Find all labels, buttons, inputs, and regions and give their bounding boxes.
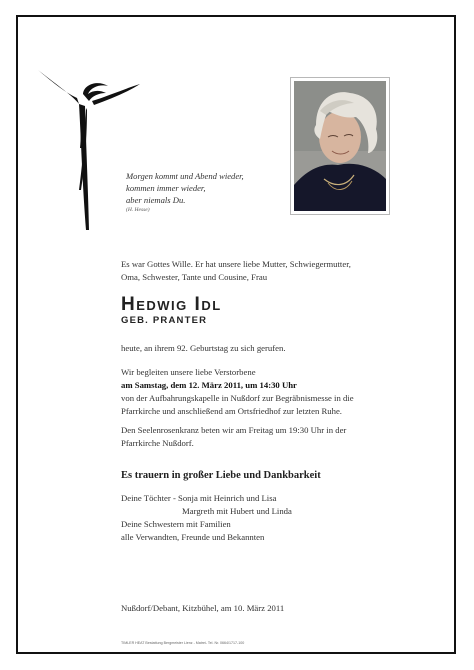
funeral-date: am Samstag, dem 12. März 2011, um 14:30 Uhr [121,380,297,390]
paragraph-funeral [121,366,416,418]
paragraph-line: Pfarrkirche Nußdorf. [121,438,194,448]
quote-author: (H. Hesse) [126,207,150,213]
mourning-title: Es trauern in großer Liebe und Dankbarkeit [121,470,321,481]
portrait-photo-frame [290,77,390,215]
deceased-born-name: GEB. PRANTER [121,315,208,326]
quote-line: aber niemals Du. [126,195,186,205]
mourner-line: Deine Töchter - Sonja mit Heinrich und Lisa [121,493,277,503]
intro-line: Oma, Schwester, Tante und Cousine, Frau [121,272,268,282]
paragraph-line: von der Aufbahrungskapelle in Nußdorf zur Begräbnismesse in die [121,393,354,403]
portrait-photo [294,81,386,211]
paragraph-line: heute, an ihrem 92. Geburtstag zu sich gerufen. [121,343,286,353]
quote-line: Morgen kommt und Abend wieder, [126,171,244,181]
mourners-list [121,492,421,544]
memorial-quote [126,170,296,215]
paragraph-death [121,342,416,355]
intro-text [121,258,411,284]
deceased-name: Hedwig Idl [121,294,222,315]
place-date: Nußdorf/Debant, Kitzbühel, am 10. März 2011 [121,603,285,613]
paragraph-rosary [121,424,416,450]
intro-line: Es war Gottes Wille. Er hat unsere liebe Mutter, Schwiegermutter, [121,259,351,269]
paragraph-line: Den Seelenrosenkranz beten wir am Freitag um 19:30 Uhr in der [121,425,347,435]
mourner-line: Deine Schwestern mit Familien [121,519,231,529]
mourner-line: Margreth mit Hubert und Linda [182,506,292,516]
footer-imprint: TIMLER HEAT Bestattung Bergmeister Lienz - Matrei- Tel. Nr. 0664/1717-100 [121,641,245,645]
paragraph-line: Wir begleiten unsere liebe Verstorbene [121,367,256,377]
paragraph-line: Pfarrkirche und anschließend am Ortsfriedhof zur letzten Ruhe. [121,406,342,416]
quote-line: kommen immer wieder, [126,183,206,193]
mourner-line: alle Verwandten, Freunde und Bekannten [121,532,265,542]
